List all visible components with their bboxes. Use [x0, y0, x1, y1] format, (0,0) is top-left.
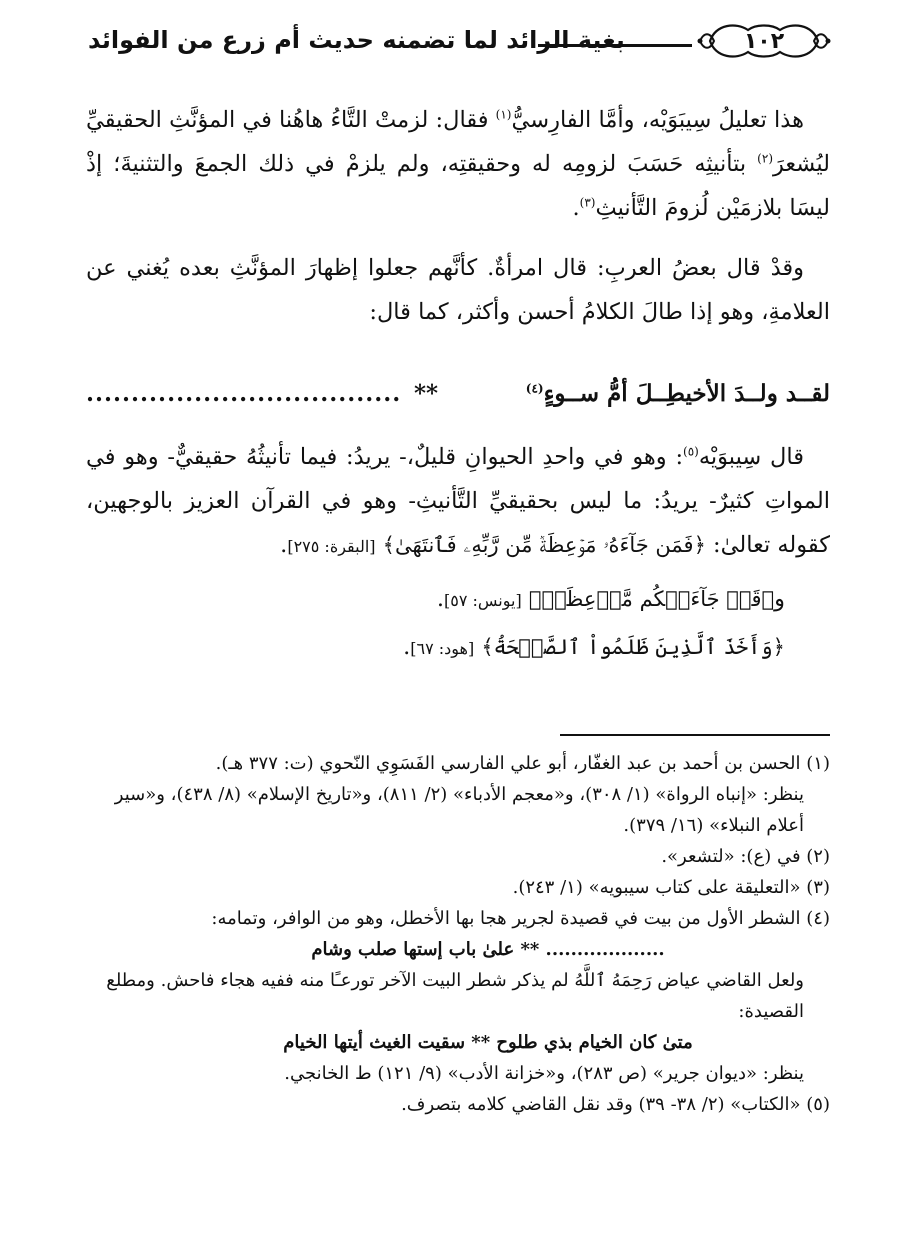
- footnote-marker[interactable]: (٤): [525, 381, 544, 396]
- quran-verse: ﴿فَمَن جَآءَهُۥ مَوۡعِظَةٞ مِّن رَّبِّهِۦ فَٱنتَهَىٰ﴾: [382, 533, 706, 557]
- paragraph-text: قال سِيبوَيْه: [698, 444, 804, 470]
- punctuation: .: [436, 586, 444, 612]
- book-title: بغية الرائد لما تضمنه حديث أم زرع من الفوائد: [88, 26, 625, 54]
- running-header: [88, 18, 832, 68]
- footnote-text: ينظر: «إنباه الرواة» (١/ ٣٠٨)، و«معجم الأدباء» (٢/ ٨١١)، و«تاريخ الإسلام» (٨/ ٤٣٨)، و«سير أعلام النبلاء» (١٦/ ٣٧٩).: [114, 784, 804, 836]
- paragraph-text: .: [280, 532, 288, 558]
- verse-reference: [البقرة: ٢٧٥]: [287, 537, 376, 556]
- footnote-3: (٣) «التعليقة على كتاب سيبويه» (١/ ٢٤٣).: [512, 877, 830, 898]
- paragraph-text: هذا تعليلُ سِيبَوَيْه، وأمَّا الفارِسيُّ: [511, 107, 804, 133]
- verse-reference: [هود: ٦٧]: [410, 639, 475, 658]
- quran-verse: ﴿قَدۡ جَآءَتۡكُم مَّوۡعِظَةٞ﴾: [528, 587, 775, 611]
- paragraph-1: [86, 98, 830, 230]
- punctuation: .: [403, 634, 411, 660]
- main-text-continued: [86, 435, 830, 671]
- paragraph-2: وقدْ قال بعضُ العربِ: قال امرأةٌ. كأنَّهم جعلوا إظهارَ المؤنَّثِ بعده يُغني عن العلامةِ، وهو إذا طالَ الكلامُ أحسن وأكثر، كما قال:: [86, 255, 830, 325]
- verse-line-2: [86, 575, 830, 623]
- footnote-verse: ................... ** علىٰ باب إستها صلب وشام: [311, 939, 665, 960]
- verse-line-3: [86, 623, 830, 671]
- footnote-marker[interactable]: (١): [495, 107, 512, 122]
- main-text: [86, 98, 830, 334]
- footnote-divider: [560, 734, 830, 736]
- paragraph-text: بتأنيثِه حَسَبَ لزومِه له وحقيقتِه، ولم يلزمْ في ذلك الجمعَ والتثنيةَ؛ إذْ ليسَا بلازمَيْن لُزومَ التَّأنيثِ: [86, 151, 830, 221]
- verse-reference: [يونس: ٥٧]: [443, 591, 522, 610]
- footnotes: [86, 748, 830, 1120]
- footnote-marker[interactable]: (٣): [579, 195, 596, 210]
- footnote-marker[interactable]: (٥): [683, 444, 699, 459]
- poem-ellipsis: ...................................: [86, 380, 402, 407]
- hemistich-text: لقــد ولــدَ الأخيطِــلَ أمُّ ســوءٍ: [543, 380, 830, 407]
- paragraph-text: : وهو في واحدِ الحيوانِ قليلٌ،- يريدُ: فيما تأنيثُهُ حقيقيٌّ- وهو في المواتِ كثيرٌ- يريدُ: ما ليس بحقيقيِّ التَّأنيثِ- وهو في القرآن العزيز بالوجهين، كقوله تعالىٰ:: [86, 444, 830, 558]
- paragraph-text: .: [572, 195, 580, 221]
- conjunction: و: [774, 586, 785, 612]
- footnote-text: ينظر: «ديوان جرير» (ص ٢٨٣)، و«خزانة الأدب» (٩/ ١٢١) ط الخانجي.: [284, 1063, 804, 1084]
- poem-separator: **: [413, 380, 438, 407]
- page-number: ١٠٢: [743, 28, 785, 54]
- footnote-1: [86, 748, 830, 841]
- quran-verse: ﴿وَأَخَذَ ٱلَّذِينَ ظَلَمُواْ ٱلصَّيۡحَةُ﴾: [481, 635, 785, 659]
- paragraph-text: فقال: لزمتْ التَّاءُ هاهُنا في المؤنَّثِ الحقيقيِّ ليُشعرَ: [86, 107, 830, 177]
- footnote-2: (٢) في (ع): «لتشعر».: [661, 846, 830, 867]
- footnote-5: (٥) «الكتاب» (٢/ ٣٨- ٣٩) وقد نقل القاضي كلامه بتصرف.: [401, 1094, 830, 1115]
- footnote-text: ولعل القاضي عياض رَحِمَهُ ٱللَّهُ لم يذكر شطر البيت الآخر تورعـًا منه ففيه هجاء فاحش. ومطلع القصيدة:: [106, 970, 804, 1022]
- footnote-verse: متىٰ كان الخيام بذي طلوح ** سقيت الغيث أيتها الخيام: [283, 1032, 693, 1053]
- poem-hemistich: [526, 372, 830, 416]
- paragraph-3: [86, 435, 830, 569]
- poem-verse: [86, 372, 830, 416]
- footnote-4: [86, 903, 830, 1089]
- footnote-text: (٤) الشطر الأول من بيت في قصيدة لجرير هجا بها الأخطل، وهو من الوافر، وتمامه:: [211, 908, 830, 929]
- footnote-marker[interactable]: (٢): [757, 151, 773, 166]
- footnote-text: (١) الحسن بن أحمد بن عبد الغفّار، أبو علي الفارسي الفَسَوِي النّحوي (ت: ٣٧٧ هـ).: [215, 753, 830, 774]
